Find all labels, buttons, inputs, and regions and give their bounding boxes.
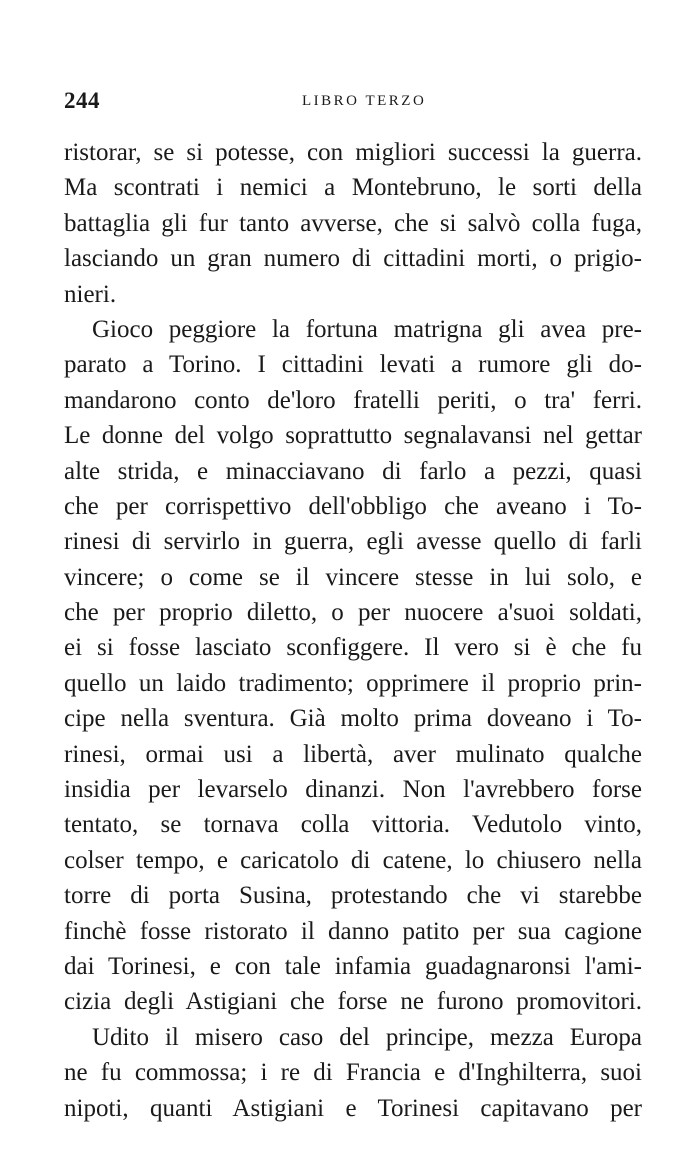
text-line: lasciando un gran numero di cittadini morti, o prigio- xyxy=(64,245,642,273)
text-line: ei si fosse lasciato sconfiggere. Il vero si è che fu xyxy=(64,634,642,662)
text-line: finchè fosse ristorato il danno patito per sua cagione xyxy=(64,917,642,945)
text-line: quello un laido tradimento; opprimere il proprio prin- xyxy=(64,669,642,697)
text-line: nieri. xyxy=(64,280,117,308)
text-line: colser tempo, e caricatolo di catene, lo chiusero nella xyxy=(64,846,642,874)
text-line: nipoti, quanti Astigiani e Torinesi capitavano per xyxy=(64,1094,642,1122)
text-line: Gioco peggiore la fortuna matrigna gli avea pre- xyxy=(92,315,642,343)
text-line: battaglia gli fur tanto avverse, che si salvò colla fuga, xyxy=(64,209,642,237)
text-line: che per corrispettivo dell'obbligo che aveano i To- xyxy=(64,492,642,520)
paragraph xyxy=(64,1020,642,1126)
running-title: LIBRO TERZO xyxy=(302,93,427,109)
text-line: parato a Torino. I cittadini levati a rumore gli do- xyxy=(64,351,642,379)
text-line: cipe nella sventura. Già molto prima doveano i To- xyxy=(64,705,642,733)
text-line: Udito il misero caso del principe, mezza Europa xyxy=(92,1023,642,1051)
text-line: rinesi di servirlo in guerra, egli avesse quello di farli xyxy=(64,528,642,556)
page-number: 244 xyxy=(64,88,100,113)
text-line: Ma scontrati i nemici a Montebruno, le sorti della xyxy=(64,174,642,202)
text-line: dai Torinesi, e con tale infamia guadagnaronsi l'ami- xyxy=(64,952,642,980)
text-line: ne fu commossa; i re di Francia e d'Inghilterra, suoi xyxy=(64,1059,642,1087)
paragraph xyxy=(64,312,642,1020)
text-line: insidia per levarselo dinanzi. Non l'avrebbero forse xyxy=(64,776,642,804)
paragraph xyxy=(64,135,642,312)
body-text xyxy=(64,135,642,1126)
text-line: che per proprio diletto, o per nuocere a'suoi soldati, xyxy=(64,599,642,627)
text-line: tentato, se tornava colla vittoria. Vedutolo vinto, xyxy=(64,811,642,839)
text-line: rinesi, ormai usi a libertà, aver mulinato qualche xyxy=(64,740,642,768)
running-head xyxy=(64,88,642,118)
text-line: cizia degli Astigiani che forse ne furono promovitori. xyxy=(64,988,642,1016)
text-line: torre di porta Susina, protestando che vi starebbe xyxy=(64,882,642,910)
text-line: mandarono conto de'loro fratelli periti, o tra' ferri. xyxy=(64,386,642,414)
text-line: ristorar, se si potesse, con migliori successi la guerra. xyxy=(64,139,642,166)
text-line: vincere; o come se il vincere stesse in lui solo, e xyxy=(64,563,642,591)
text-line: Le donne del volgo soprattutto segnalavansi nel gettar xyxy=(64,422,642,450)
text-line: alte strida, e minacciavano di farlo a pezzi, quasi xyxy=(64,457,642,485)
